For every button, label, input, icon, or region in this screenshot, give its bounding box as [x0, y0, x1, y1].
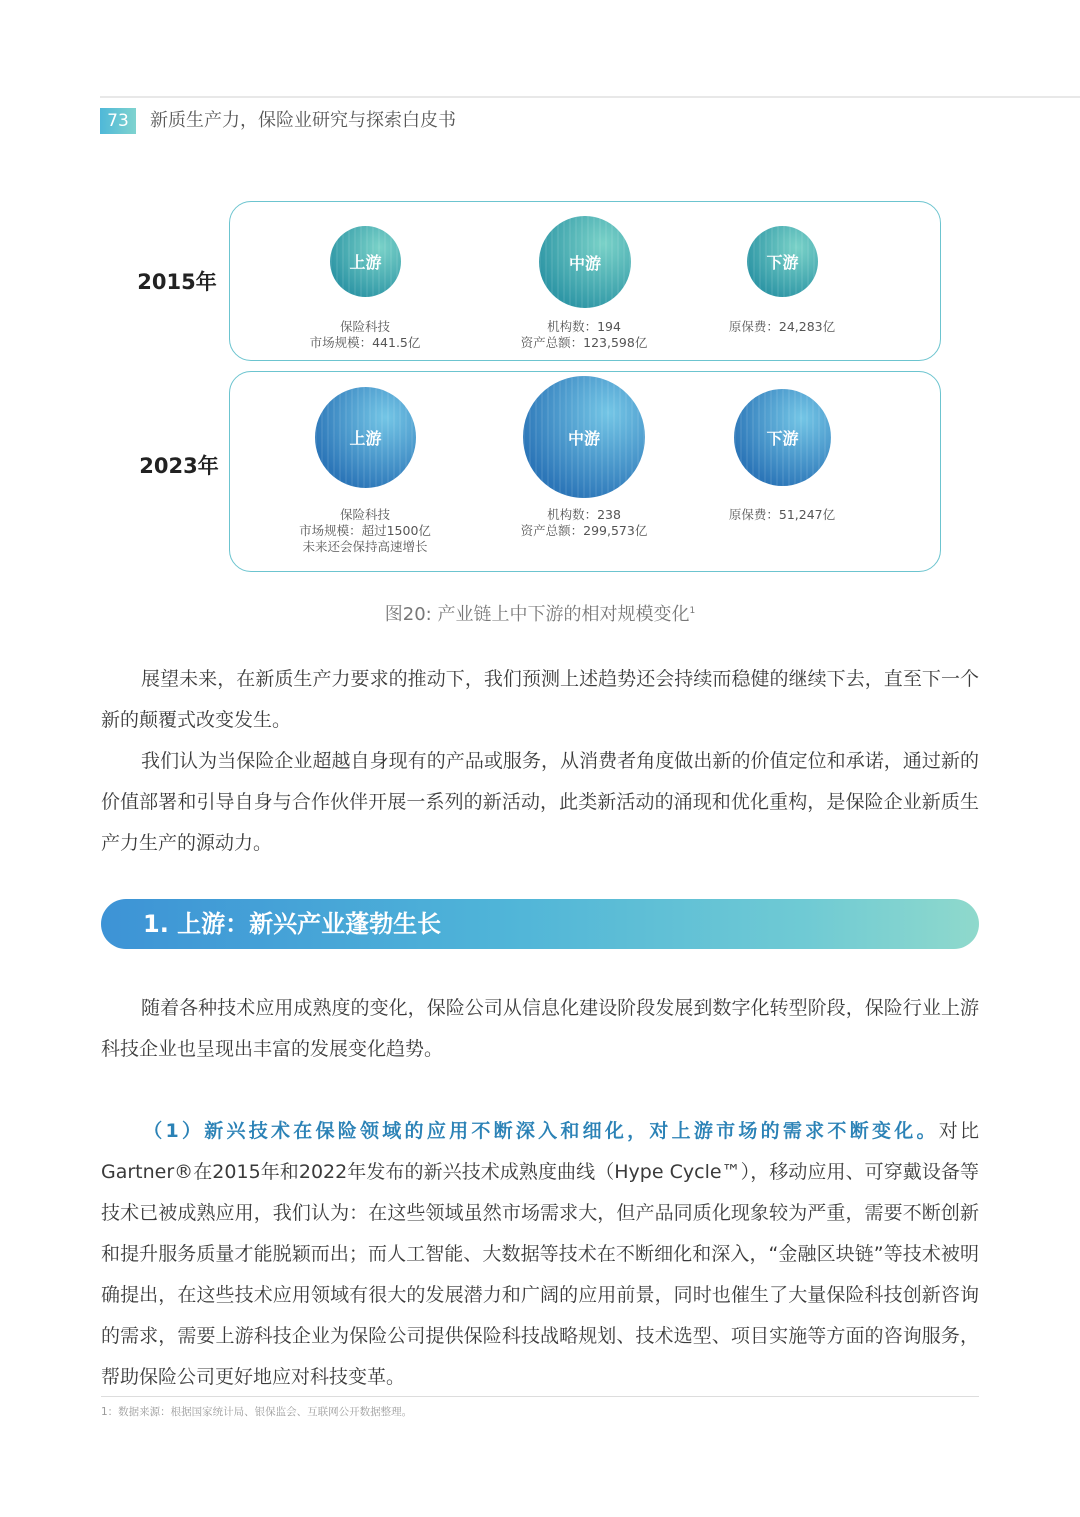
paragraph-upstream-intro — [101, 988, 979, 1070]
paragraph-text: 展望未来，在新质生产力要求的推动下，我们预测上述趋势还会持续而稳健的继续下去，直至下一个新的颠覆式改变发生。 — [101, 668, 979, 731]
caption-line: 市场规模：超过1500亿 — [299, 523, 431, 538]
upstream-label: 上游 — [349, 253, 382, 272]
page-number: 73 — [100, 108, 136, 134]
footnote-rule — [101, 1396, 979, 1397]
caption-line: 原保费：51,247亿 — [728, 507, 836, 522]
upstream-circle-2015 — [330, 226, 401, 297]
downstream-circle-2023 — [734, 389, 831, 486]
document-title: 新质生产力，保险业研究与探索白皮书 — [150, 110, 456, 131]
header-rule — [100, 96, 1080, 98]
section-title: 1. 上游：新兴产业蓬勃生长 — [143, 910, 442, 938]
midstream-caption-2023 — [484, 507, 684, 539]
downstream-caption-2023 — [682, 507, 882, 523]
paragraph-emerging-tech — [101, 1111, 979, 1398]
upstream-caption-2023 — [265, 507, 465, 555]
downstream-caption-2015 — [682, 319, 882, 335]
upstream-circle-2023 — [315, 387, 416, 488]
caption-line: 市场规模：441.5亿 — [309, 335, 421, 350]
downstream-label: 下游 — [766, 253, 799, 272]
caption-line: 资产总额：123,598亿 — [520, 335, 648, 350]
midstream-circle-2015 — [539, 216, 631, 308]
caption-line: 机构数：238 — [547, 507, 621, 522]
footnote: 1：数据来源：根据国家统计局、银保监会、互联网公开数据整理。 — [101, 1406, 413, 1418]
midstream-circle-2023 — [523, 376, 645, 498]
upstream-label: 上游 — [349, 429, 382, 448]
caption-line: 未来还会保持高速增长 — [302, 539, 428, 554]
paragraph-lead: （1）新兴技术在保险领域的应用不断深入和细化，对上游市场的需求不断变化。 — [141, 1120, 939, 1142]
figure-caption-text: 图20: 产业链上中下游的相对规模变化 — [384, 604, 690, 625]
footnote-marker: 1 — [689, 606, 696, 616]
upstream-caption-2015 — [265, 319, 465, 351]
midstream-label: 中游 — [568, 253, 601, 273]
paragraph-text: 我们认为当保险企业超越自身现有的产品或服务，从消费者角度做出新的价值定位和承诺，通过新的价值部署和引导自身与合作伙伴开展一系列的新活动，此类新活动的涌现和优化重构，是保险企业新质生产力生产的源动力。 — [101, 750, 979, 854]
downstream-circle-2015 — [747, 226, 818, 297]
midstream-label: 中游 — [567, 428, 600, 448]
paragraph-text: 随着各种技术应用成熟度的变化，保险公司从信息化建设阶段发展到数字化转型阶段，保险行业上游科技企业也呈现出丰富的发展变化趋势。 — [101, 997, 979, 1060]
downstream-label: 下游 — [766, 429, 799, 448]
paragraph-outlook — [101, 659, 979, 741]
caption-line: 保险科技 — [339, 507, 390, 522]
paragraph-value-proposition — [101, 741, 979, 864]
caption-line: 机构数：194 — [547, 319, 621, 334]
paragraph-text: 对比Gartner®在2015年和2022年发布的新兴技术成熟度曲线（Hype Cycle™），移动应用、可穿戴设备等技术已被成熟应用，我们认为：在这些领域虽然市场需求大，但产品同质化现象较为严重，需要不断创新和提升服务质量才能脱颖而出；而人工智能、大数据等技术在不断细化和深入，“金融区块链”等技术被明确提出，在这些技术应用领域有很大的发展潜力和广阔的应用前景，同时也催生了大量保险科技创新咨询的需求，需要上游科技企业为保险公司提供保险科技战略规划、技术选型、项目实施等方面的咨询服务，帮助保险公司更好地应对科技变革。 — [101, 1120, 979, 1388]
caption-line: 资产总额：299,573亿 — [520, 523, 648, 538]
figure-caption — [0, 600, 1080, 626]
year-label-2023: 2023年 — [139, 454, 219, 478]
caption-line: 原保费：24,283亿 — [728, 319, 836, 334]
section-banner — [101, 899, 979, 949]
caption-line: 保险科技 — [339, 319, 390, 334]
year-label-2015: 2015年 — [137, 270, 217, 294]
midstream-caption-2015 — [484, 319, 684, 351]
